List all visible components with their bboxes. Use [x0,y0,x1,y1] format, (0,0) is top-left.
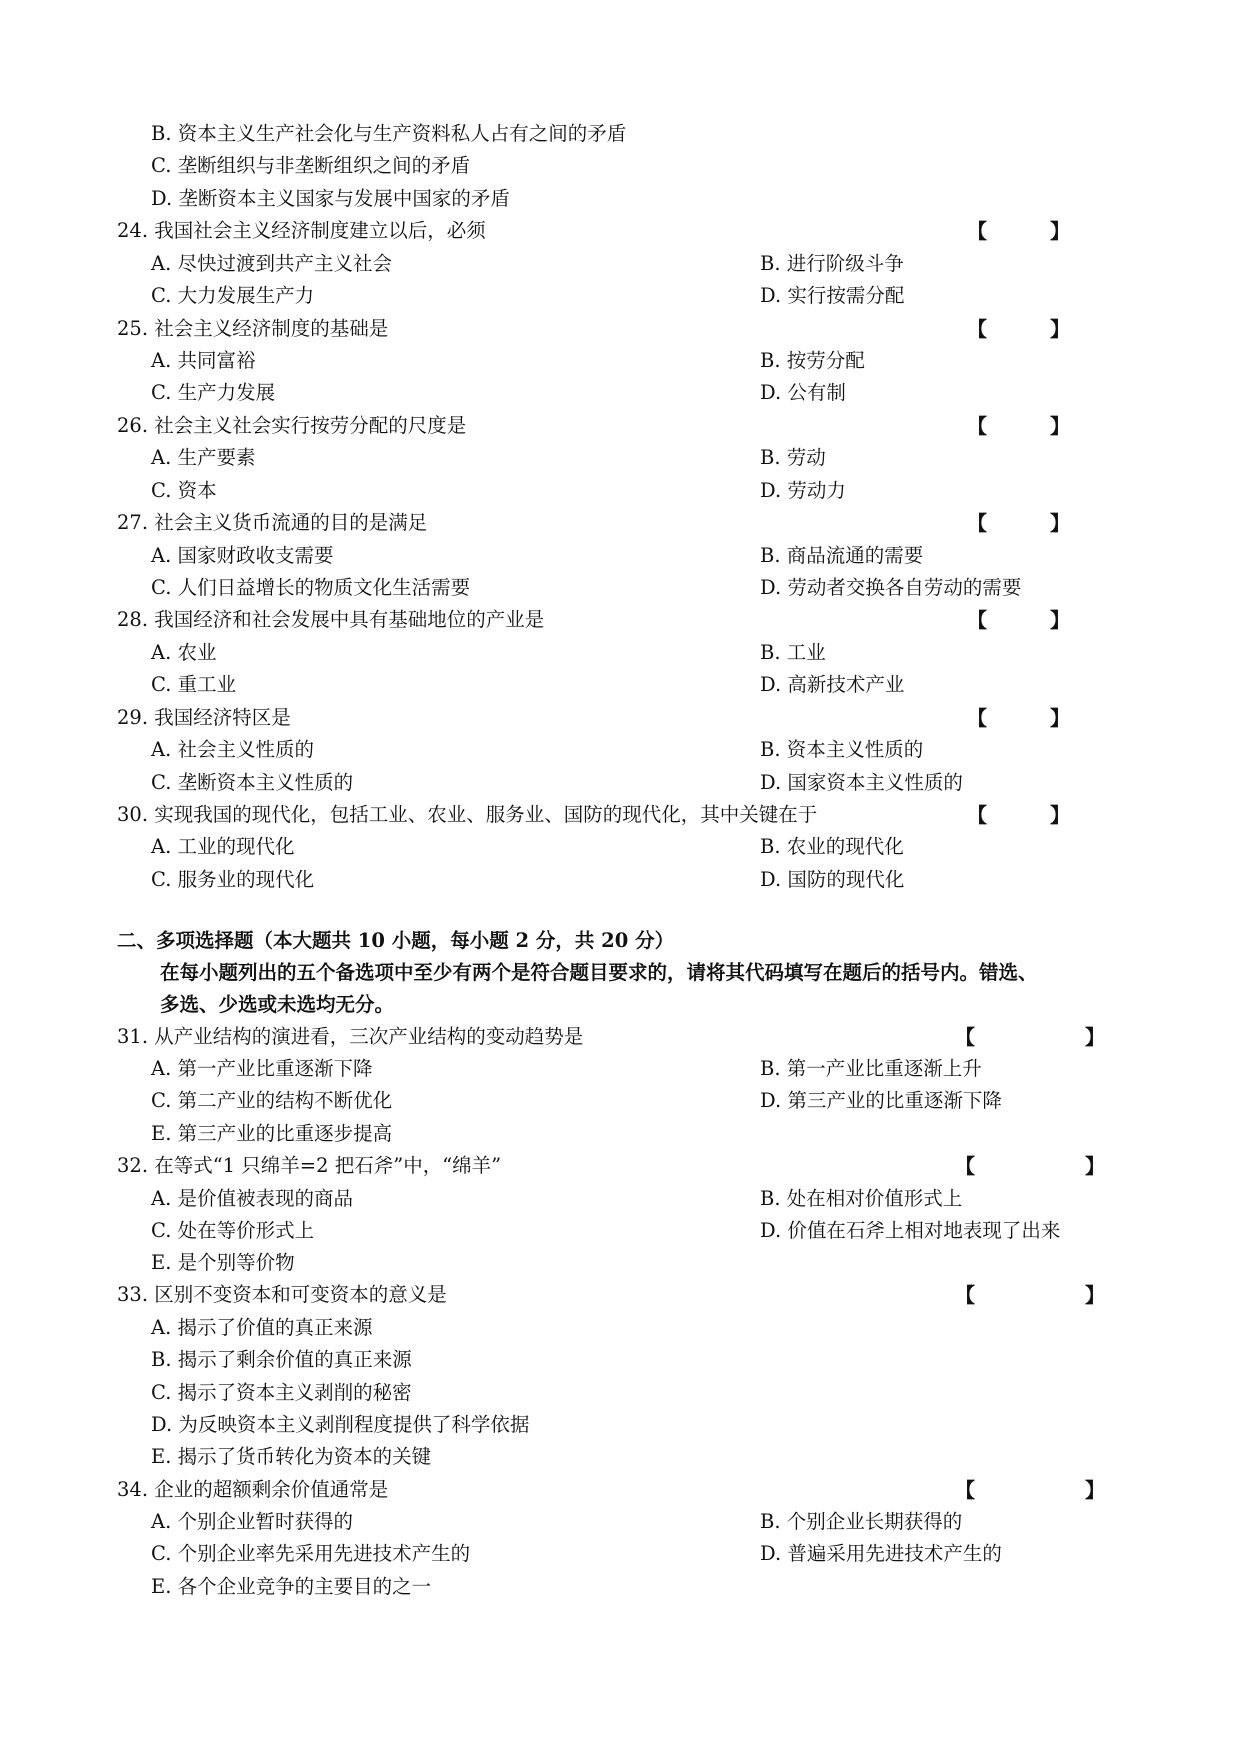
question-stem: 26. 社会主义社会实行按劳分配的尺度是 [117,414,467,437]
answer-bracket-right: 】 [1050,608,1070,632]
option-a: A. 农业 [151,641,217,664]
option-a: A. 揭示了价值的真正来源 [151,1316,373,1339]
option-c: C. 垄断组织与非垄断组织之间的矛盾 [151,154,471,177]
question-stem: 34. 企业的超额剩余价值通常是 [117,1478,389,1501]
question-stem: 24. 我国社会主义经济制度建立以后，必须 [117,219,486,242]
option-b: B. 进行阶级斗争 [760,252,904,275]
option-d: D. 高新技术产业 [760,673,905,696]
option-c: C. 处在等价形式上 [151,1219,315,1242]
option-e: E. 揭示了货币转化为资本的关键 [151,1445,432,1468]
option-b: B. 处在相对价值形式上 [760,1187,963,1210]
question-stem: 27. 社会主义货币流通的目的是满足 [117,511,428,534]
question-stem: 30. 实现我国的现代化，包括工业、农业、服务业、国防的现代化，其中关键在于 [117,803,818,826]
answer-bracket-left: 【 [967,803,987,827]
option-d: D. 为反映资本主义剥削程度提供了科学依据 [151,1413,530,1436]
option-b: B. 第一产业比重逐渐上升 [760,1057,982,1080]
question-stem: 28. 我国经济和社会发展中具有基础地位的产业是 [117,608,545,631]
option-a: A. 尽快过渡到共产主义社会 [151,252,392,275]
option-d: D. 劳动力 [760,479,846,502]
option-e: E. 各个企业竞争的主要目的之一 [151,1575,432,1598]
section-instruction: 在每小题列出的五个备选项中至少有两个是符合题目要求的，请将其代码填写在题后的括号内。错选、 [160,961,1038,984]
option-b: B. 资本主义性质的 [760,738,924,761]
option-a: A. 共同富裕 [151,349,256,372]
answer-bracket-right: 】 [1050,511,1070,535]
option-c: C. 人们日益增长的物质文化生活需要 [151,576,471,599]
option-b: B. 揭示了剩余价值的真正来源 [151,1348,412,1371]
section-instruction: 多选、少选或未选均无分。 [160,993,395,1016]
section-heading: 二、多项选择题（本大题共 10 小题，每小题 2 分，共 20 分） [117,929,675,952]
option-c: C. 生产力发展 [151,381,276,404]
answer-bracket-right: 】 [1085,1283,1105,1307]
option-d: D. 第三产业的比重逐渐下降 [760,1089,1002,1112]
option-b: B. 工业 [760,641,826,664]
option-a: A. 第一产业比重逐渐下降 [151,1057,373,1080]
answer-bracket-left: 【 [955,1283,975,1307]
option-b: B. 农业的现代化 [760,835,904,858]
option-a: A. 生产要素 [151,446,256,469]
answer-bracket-right: 】 [1050,414,1070,438]
answer-bracket-left: 【 [955,1478,975,1502]
option-e: E. 第三产业的比重逐步提高 [151,1122,393,1145]
option-b: B. 资本主义生产社会化与生产资料私人占有之间的矛盾 [151,122,627,145]
option-b: B. 劳动 [760,446,826,469]
option-c: C. 第二产业的结构不断优化 [151,1089,393,1112]
option-d: D. 国家资本主义性质的 [760,771,963,794]
option-d: D. 价值在石斧上相对地表现了出来 [760,1219,1061,1242]
option-c: C. 个别企业率先采用先进技术产生的 [151,1542,471,1565]
option-d: D. 垄断资本主义国家与发展中国家的矛盾 [151,187,510,210]
option-c: C. 垄断资本主义性质的 [151,771,354,794]
option-c: C. 大力发展生产力 [151,284,315,307]
option-b: B. 商品流通的需要 [760,544,924,567]
answer-bracket-left: 【 [955,1025,975,1049]
option-c: C. 揭示了资本主义剥削的秘密 [151,1381,412,1404]
option-a: A. 国家财政收支需要 [151,544,334,567]
question-stem: 33. 区别不变资本和可变资本的意义是 [117,1283,447,1306]
answer-bracket-left: 【 [967,706,987,730]
option-a: A. 社会主义性质的 [151,738,314,761]
answer-bracket-right: 】 [1085,1025,1105,1049]
answer-bracket-left: 【 [967,317,987,341]
option-a: A. 是价值被表现的商品 [151,1187,353,1210]
answer-bracket-right: 】 [1085,1478,1105,1502]
question-stem: 31. 从产业结构的演进看，三次产业结构的变动趋势是 [117,1025,584,1048]
option-d: D. 普遍采用先进技术产生的 [760,1542,1002,1565]
answer-bracket-left: 【 [967,608,987,632]
option-b: B. 个别企业长期获得的 [760,1510,963,1533]
answer-bracket-left: 【 [967,414,987,438]
question-stem: 29. 我国经济特区是 [117,706,291,729]
option-c: C. 资本 [151,479,217,502]
question-stem: 25. 社会主义经济制度的基础是 [117,317,389,340]
option-a: A. 个别企业暂时获得的 [151,1510,353,1533]
option-e: E. 是个别等价物 [151,1251,295,1274]
option-c: C. 重工业 [151,673,237,696]
answer-bracket-right: 】 [1050,706,1070,730]
option-d: D. 国防的现代化 [760,868,905,891]
answer-bracket-left: 【 [955,1154,975,1178]
option-c: C. 服务业的现代化 [151,868,315,891]
option-b: B. 按劳分配 [760,349,865,372]
option-a: A. 工业的现代化 [151,835,295,858]
answer-bracket-left: 【 [967,511,987,535]
answer-bracket-right: 】 [1050,803,1070,827]
answer-bracket-right: 】 [1050,317,1070,341]
answer-bracket-left: 【 [967,219,987,243]
option-d: D. 劳动者交换各自劳动的需要 [760,576,1022,599]
answer-bracket-right: 】 [1085,1154,1105,1178]
option-d: D. 公有制 [760,381,846,404]
answer-bracket-right: 】 [1050,219,1070,243]
option-d: D. 实行按需分配 [760,284,905,307]
question-stem: 32. 在等式“1 只绵羊=2 把石斧”中，“绵羊” [117,1154,502,1177]
